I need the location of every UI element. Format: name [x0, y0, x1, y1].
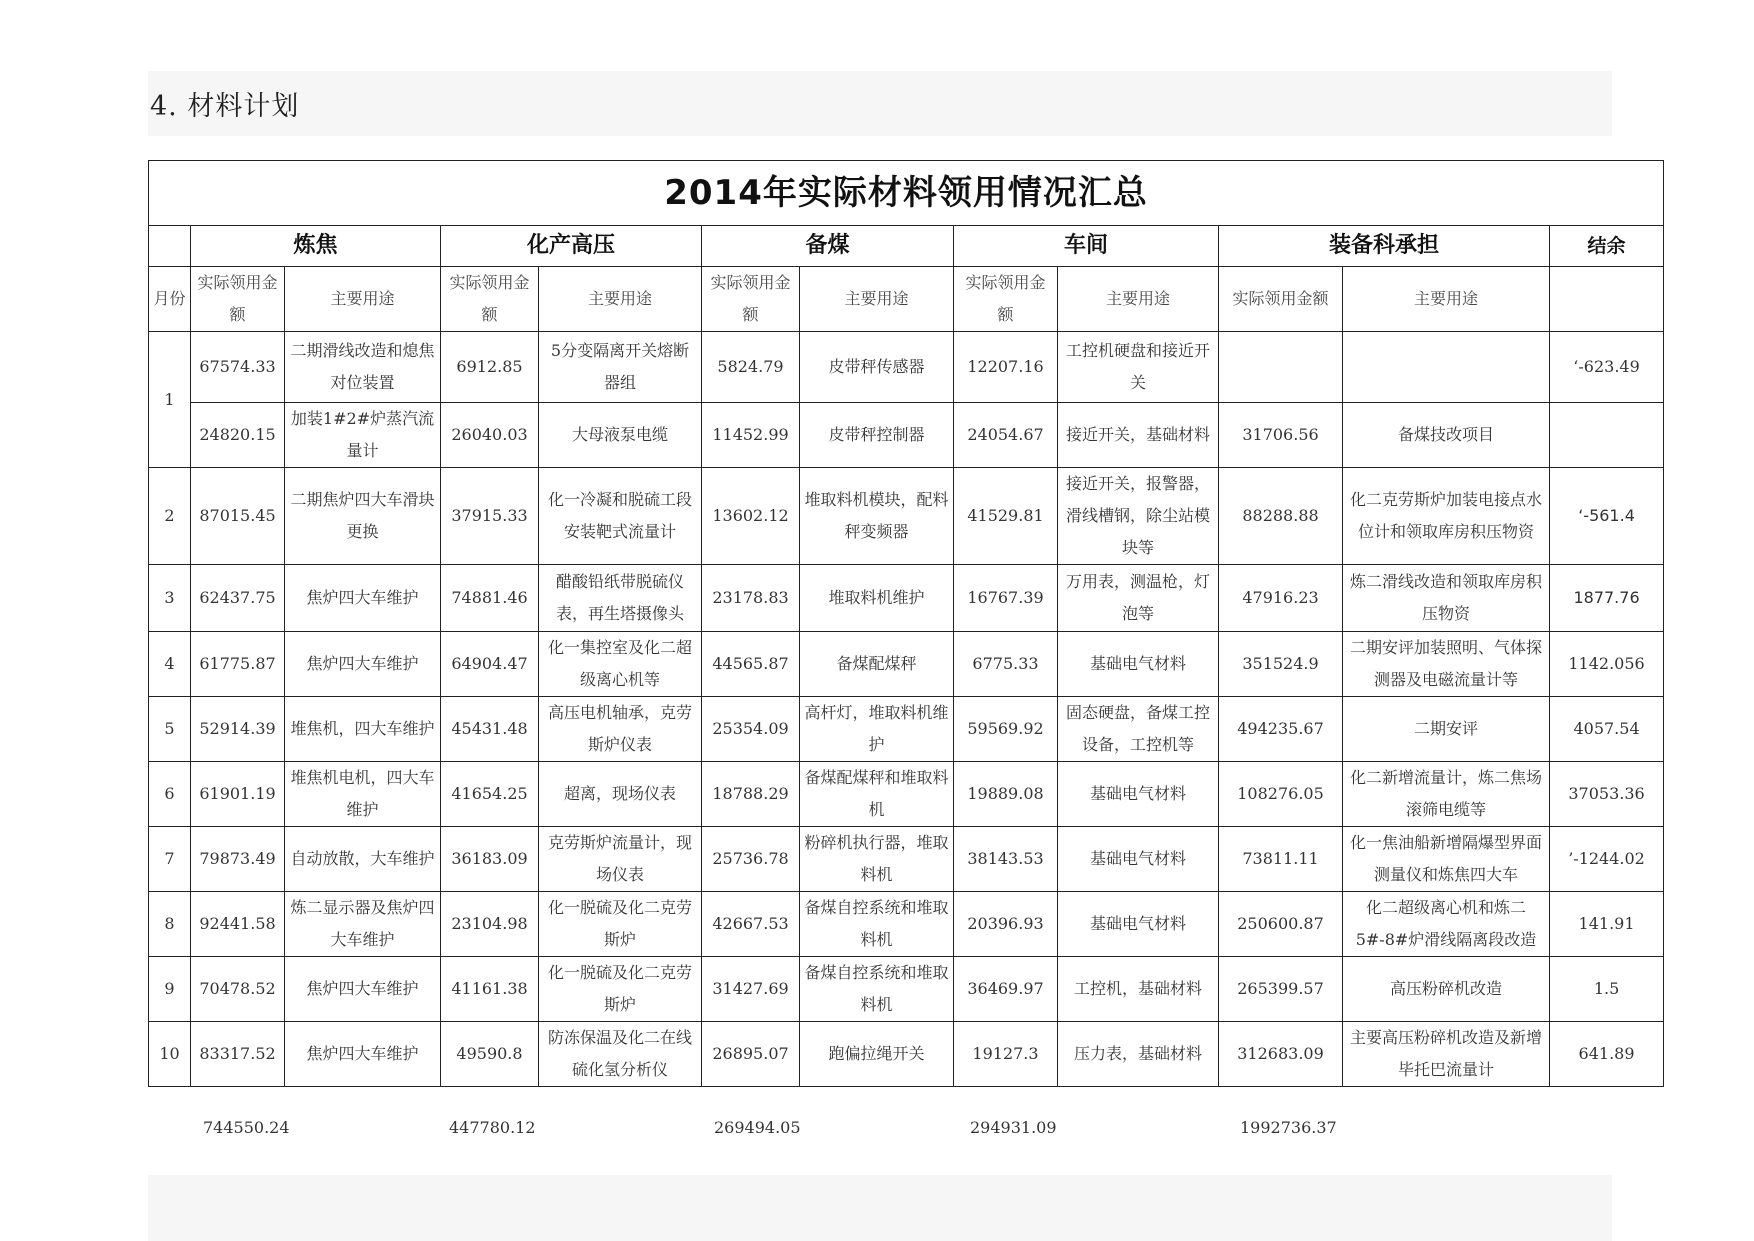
use-cell: 炼二显示器及焦炉四大车维护: [285, 892, 441, 957]
totals-row: [0, 1118, 1754, 1142]
amount-cell: 25354.09: [702, 697, 800, 762]
table-row: [149, 697, 1664, 762]
use-cell: 接近开关，基础材料: [1058, 403, 1219, 468]
amount-header: 实际领用金额: [1219, 267, 1343, 332]
total-equipment-dept: 1992736.37: [1240, 1118, 1337, 1137]
month-header: 月份: [149, 267, 191, 332]
amount-cell: 16767.39: [954, 565, 1058, 632]
amount-cell: 49590.8: [441, 1022, 539, 1087]
amount-cell: 19127.3: [954, 1022, 1058, 1087]
use-cell: 二期焦炉四大车滑块更换: [285, 468, 441, 565]
use-cell: 焦炉四大车维护: [285, 1022, 441, 1087]
amount-cell: 83317.52: [191, 1022, 285, 1087]
header-blank: [149, 226, 191, 267]
use-cell: 化二克劳斯炉加装电接点水位计和领取库房积压物资: [1343, 468, 1550, 565]
use-cell: 高压电机轴承，克劳斯炉仪表: [539, 697, 702, 762]
amount-cell: 64904.47: [441, 632, 539, 697]
use-cell: [1343, 332, 1550, 403]
use-cell: 焦炉四大车维护: [285, 957, 441, 1022]
table-row: [149, 403, 1664, 468]
group-header-equipment-dept: 装备科承担: [1219, 226, 1550, 267]
amount-header: 实际领用金额: [702, 267, 800, 332]
use-cell: 堆焦机，四大车维护: [285, 697, 441, 762]
amount-cell: 31427.69: [702, 957, 800, 1022]
use-cell: 粉碎机执行器，堆取料机: [800, 827, 954, 892]
use-cell: 化二新增流量计，炼二焦场滚筛电缆等: [1343, 762, 1550, 827]
amount-cell: 62437.75: [191, 565, 285, 632]
use-cell: 基础电气材料: [1058, 827, 1219, 892]
use-cell: 工控机硬盘和接近开关: [1058, 332, 1219, 403]
amount-cell: 67574.33: [191, 332, 285, 403]
balance-cell: ’-1244.02: [1550, 827, 1664, 892]
use-cell: 二期安评: [1343, 697, 1550, 762]
amount-cell: 6912.85: [441, 332, 539, 403]
section-heading: 4. 材料计划: [150, 91, 300, 122]
amount-cell: 6775.33: [954, 632, 1058, 697]
balance-subheader: [1550, 267, 1664, 332]
amount-cell: 351524.9: [1219, 632, 1343, 697]
total-chemical-hv: 447780.12: [449, 1118, 536, 1137]
amount-cell: 42667.53: [702, 892, 800, 957]
use-cell: 皮带秤控制器: [800, 403, 954, 468]
amount-cell: 37915.33: [441, 468, 539, 565]
use-cell: 皮带秤传感器: [800, 332, 954, 403]
amount-cell: 92441.58: [191, 892, 285, 957]
amount-cell: 47916.23: [1219, 565, 1343, 632]
amount-header: 实际领用金额: [191, 267, 285, 332]
month-cell: 1: [149, 332, 191, 468]
use-header: 主要用途: [285, 267, 441, 332]
amount-cell: 73811.11: [1219, 827, 1343, 892]
amount-cell: 41529.81: [954, 468, 1058, 565]
amount-cell: 23178.83: [702, 565, 800, 632]
table-row: [149, 565, 1664, 632]
group-header-balance: 结余: [1550, 226, 1664, 267]
use-cell: 工控机，基础材料: [1058, 957, 1219, 1022]
amount-cell: 23104.98: [441, 892, 539, 957]
amount-cell: 265399.57: [1219, 957, 1343, 1022]
use-cell: 固态硬盘，备煤工控设备，工控机等: [1058, 697, 1219, 762]
month-cell: 8: [149, 892, 191, 957]
use-cell: 基础电气材料: [1058, 632, 1219, 697]
balance-cell: [1550, 403, 1664, 468]
amount-cell: 11452.99: [702, 403, 800, 468]
amount-cell: 36183.09: [441, 827, 539, 892]
use-cell: 备煤配煤秤: [800, 632, 954, 697]
use-cell: 备煤配煤秤和堆取料机: [800, 762, 954, 827]
group-header-coal-prep: 备煤: [702, 226, 954, 267]
footer-band: [148, 1175, 1612, 1241]
amount-cell: 20396.93: [954, 892, 1058, 957]
amount-cell: 61775.87: [191, 632, 285, 697]
use-cell: 备煤自控系统和堆取料机: [800, 892, 954, 957]
amount-cell: 41161.38: [441, 957, 539, 1022]
table-row: [149, 332, 1664, 403]
use-cell: 万用表，测温枪，灯泡等: [1058, 565, 1219, 632]
amount-cell: 45431.48: [441, 697, 539, 762]
use-cell: 加装1#2#炉蒸汽流量计: [285, 403, 441, 468]
use-header: 主要用途: [1058, 267, 1219, 332]
amount-cell: 79873.49: [191, 827, 285, 892]
material-summary-table: [148, 160, 1664, 1087]
amount-cell: 24054.67: [954, 403, 1058, 468]
amount-cell: 24820.15: [191, 403, 285, 468]
group-header-workshop: 车间: [954, 226, 1219, 267]
use-cell: 化一脱硫及化二克劳斯炉: [539, 957, 702, 1022]
month-cell: 4: [149, 632, 191, 697]
header-band: [148, 71, 1612, 136]
amount-cell: 108276.05: [1219, 762, 1343, 827]
balance-cell: ‘-623.49: [1550, 332, 1664, 403]
table-row: [149, 762, 1664, 827]
amount-cell: 31706.56: [1219, 403, 1343, 468]
balance-cell: 1.5: [1550, 957, 1664, 1022]
table-row: [149, 1022, 1664, 1087]
use-cell: 克劳斯炉流量计，现场仪表: [539, 827, 702, 892]
use-cell: 化一冷凝和脱硫工段安装靶式流量计: [539, 468, 702, 565]
amount-cell: 87015.45: [191, 468, 285, 565]
table-title: 2014年实际材料领用情况汇总: [149, 161, 1664, 226]
amount-cell: 52914.39: [191, 697, 285, 762]
amount-cell: 250600.87: [1219, 892, 1343, 957]
table-row: [149, 957, 1664, 1022]
amount-cell: 494235.67: [1219, 697, 1343, 762]
use-cell: 堆取料机维护: [800, 565, 954, 632]
amount-cell: 36469.97: [954, 957, 1058, 1022]
use-cell: 化一集控室及化二超级离心机等: [539, 632, 702, 697]
balance-cell: 141.91: [1550, 892, 1664, 957]
amount-cell: 19889.08: [954, 762, 1058, 827]
use-cell: 备煤自控系统和堆取料机: [800, 957, 954, 1022]
use-cell: 堆取料机模块，配料秤变频器: [800, 468, 954, 565]
use-cell: 二期滑线改造和熄焦对位装置: [285, 332, 441, 403]
use-cell: 炼二滑线改造和领取库房积压物资: [1343, 565, 1550, 632]
use-cell: 化二超级离心机和炼二5#-8#炉滑线隔离段改造: [1343, 892, 1550, 957]
use-cell: 自动放散，大车维护: [285, 827, 441, 892]
amount-cell: 18788.29: [702, 762, 800, 827]
table-row: [149, 632, 1664, 697]
balance-cell: 641.89: [1550, 1022, 1664, 1087]
use-cell: 二期安评加装照明、气体探测器及电磁流量计等: [1343, 632, 1550, 697]
amount-cell: 312683.09: [1219, 1022, 1343, 1087]
amount-cell: 59569.92: [954, 697, 1058, 762]
use-cell: 基础电气材料: [1058, 762, 1219, 827]
table-row: [149, 892, 1664, 957]
group-header-coking: 炼焦: [191, 226, 441, 267]
amount-header: 实际领用金额: [441, 267, 539, 332]
month-cell: 10: [149, 1022, 191, 1087]
use-cell: 基础电气材料: [1058, 892, 1219, 957]
balance-cell: 37053.36: [1550, 762, 1664, 827]
table-body: [149, 332, 1664, 1087]
use-cell: 压力表，基础材料: [1058, 1022, 1219, 1087]
use-cell: 焦炉四大车维护: [285, 632, 441, 697]
amount-cell: 5824.79: [702, 332, 800, 403]
use-cell: 超离，现场仪表: [539, 762, 702, 827]
amount-cell: 41654.25: [441, 762, 539, 827]
total-workshop: 294931.09: [970, 1118, 1057, 1137]
amount-cell: 74881.46: [441, 565, 539, 632]
use-cell: 接近开关，报警器，滑线槽钢，除尘站模块等: [1058, 468, 1219, 565]
amount-cell: 26895.07: [702, 1022, 800, 1087]
use-header: 主要用途: [539, 267, 702, 332]
use-cell: 化一焦油船新增隔爆型界面测量仪和炼焦四大车: [1343, 827, 1550, 892]
amount-cell: 88288.88: [1219, 468, 1343, 565]
balance-cell: ‘-561.4: [1550, 468, 1664, 565]
balance-cell: 1877.76: [1550, 565, 1664, 632]
use-cell: 防冻保温及化二在线硫化氢分析仪: [539, 1022, 702, 1087]
use-cell: 5分变隔离开关熔断器组: [539, 332, 702, 403]
month-cell: 2: [149, 468, 191, 565]
amount-cell: 26040.03: [441, 403, 539, 468]
amount-cell: 38143.53: [954, 827, 1058, 892]
amount-header: 实际领用金额: [954, 267, 1058, 332]
month-cell: 3: [149, 565, 191, 632]
table-row: [149, 827, 1664, 892]
use-header: 主要用途: [1343, 267, 1550, 332]
use-cell: 高压粉碎机改造: [1343, 957, 1550, 1022]
use-cell: 跑偏拉绳开关: [800, 1022, 954, 1087]
use-cell: 堆焦机电机，四大车维护: [285, 762, 441, 827]
amount-cell: 61901.19: [191, 762, 285, 827]
amount-cell: 12207.16: [954, 332, 1058, 403]
amount-cell: 70478.52: [191, 957, 285, 1022]
use-cell: 备煤技改项目: [1343, 403, 1550, 468]
month-cell: 7: [149, 827, 191, 892]
month-cell: 5: [149, 697, 191, 762]
total-coking: 744550.24: [203, 1118, 290, 1137]
amount-cell: 13602.12: [702, 468, 800, 565]
use-cell: 大母液泵电缆: [539, 403, 702, 468]
use-cell: 高杆灯，堆取料机维护: [800, 697, 954, 762]
use-header: 主要用途: [800, 267, 954, 332]
use-cell: 主要高压粉碎机改造及新增毕托巴流量计: [1343, 1022, 1550, 1087]
month-cell: 6: [149, 762, 191, 827]
use-cell: 醋酸铅纸带脱硫仪表，再生塔摄像头: [539, 565, 702, 632]
total-coal-prep: 269494.05: [714, 1118, 801, 1137]
use-cell: 焦炉四大车维护: [285, 565, 441, 632]
month-cell: 9: [149, 957, 191, 1022]
group-header-chemical-hv: 化产高压: [441, 226, 702, 267]
balance-cell: 1142.056: [1550, 632, 1664, 697]
amount-cell: 44565.87: [702, 632, 800, 697]
use-cell: 化一脱硫及化二克劳斯炉: [539, 892, 702, 957]
amount-cell: [1219, 332, 1343, 403]
balance-cell: 4057.54: [1550, 697, 1664, 762]
table-row: [149, 468, 1664, 565]
amount-cell: 25736.78: [702, 827, 800, 892]
